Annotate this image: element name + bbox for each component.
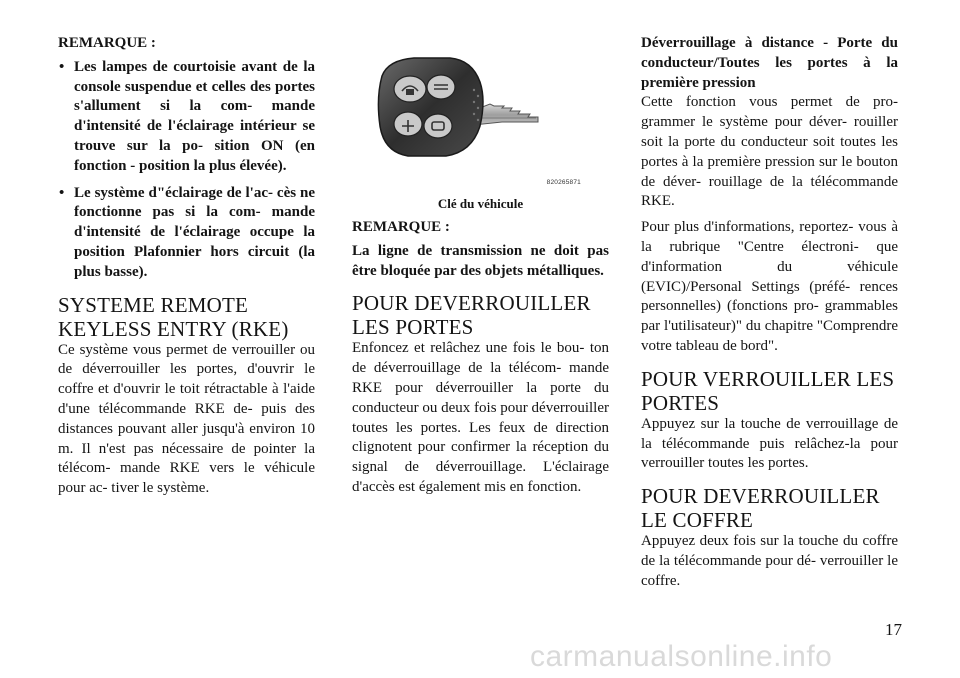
note-label: REMARQUE : [58,35,156,51]
lock-doors-paragraph: Appuyez sur la touche de verrouillage de la télécommande puis relâchez-la pour verrouiller toutes les portes. [641,415,898,472]
subheading-remote-unlock: Déverrouillage à distance - Porte du conducteur/Toutes les portes à la première pression [641,35,898,91]
remote-unlock-paragraph: Cette fonction vous permet de pro- grammer le système pour déver- rouiller soit la porte du conducteur soit toutes les portes à la première pression sur le bouton de déver- rouillage de la télécommande RKE. [641,94,898,210]
rke-paragraph: Ce système vous permet de verrouiller ou de déverrouiller les portes, d'ouvrir le coffre et d'ouvrir le toit rétractable à l'aide d'une télécommande RKE de- puis des distances pouvant aller jusqu'à environ 10 m. Il n'est pas nécessaire de pointer la télécom- mande RKE vers le véhicule pour ac- tiver le système. [58,341,315,497]
bullet-icon: • [59,58,65,75]
bullet-list [58,58,315,283]
bullet-item: • Le système d"éclairage de l'ac- cès ne fonctionne pas si la com- mande d'intensité de l'éclairage occupe la position Plafonnier hors circuit (la plus basse). [59,184,315,280]
figure-id: 820265871 [546,179,581,186]
bullet-icon: • [59,184,65,201]
note-text: La ligne de transmission ne doit pas être bloquée par des objets métalliques. [352,242,609,279]
section-heading-rke: SYSTEME REMOTE KEYLESS ENTRY (RKE) [58,292,289,341]
section-heading-unlock-doors: POUR DEVERROUILLER LES PORTES [352,291,591,340]
figure-caption: Clé du véhicule [437,196,524,211]
column-left [58,34,315,499]
watermark: carmanualsonline.info [530,640,833,673]
section-heading-unlock-trunk: POUR DEVERROUILLER LE COFFRE [641,484,880,533]
column-middle [352,34,609,498]
more-info-paragraph: Pour plus d'informations, reportez- vous à la rubrique "Centre électroni- que d'information du véhicule (EVIC)/Personal Settings (préfé- rences personnelles) (fonctions pro- grammables par l'utilisateur)" du chapitre "Comprendre votre tableau de bord". [641,219,898,354]
key-fob-image [352,34,609,194]
section-heading-lock-doors: POUR VERROUILLER LES PORTES [641,366,895,415]
bullet-item: • Les lampes de courtoisie avant de la console suspendue et celles des portes s'allument si la com- mande d'intensité de l'éclairage intérieur se trouve sur la po- sition ON (en fonction - position la plus élevée). [59,58,315,174]
unlock-doors-paragraph: Enfoncez et relâchez une fois le bou- ton de déverrouillage de la télécom- mande RKE pour déverrouiller la porte du conducteur ou deux fois pour déverrouiller toutes les portes. Les feux de direction clignotent pour confirmer la réception du signal de déverrouillage. L'éclairage d'accès est également mis en fonction. [352,340,609,495]
key-figure [352,34,609,194]
note-label: REMARQUE : [352,219,450,235]
unlock-trunk-paragraph: Appuyez deux fois sur la touche du coffre de la télécommande pour dé- verrouiller le coffre. [641,533,898,589]
column-right [641,34,898,592]
page-number: 17 [885,620,902,639]
